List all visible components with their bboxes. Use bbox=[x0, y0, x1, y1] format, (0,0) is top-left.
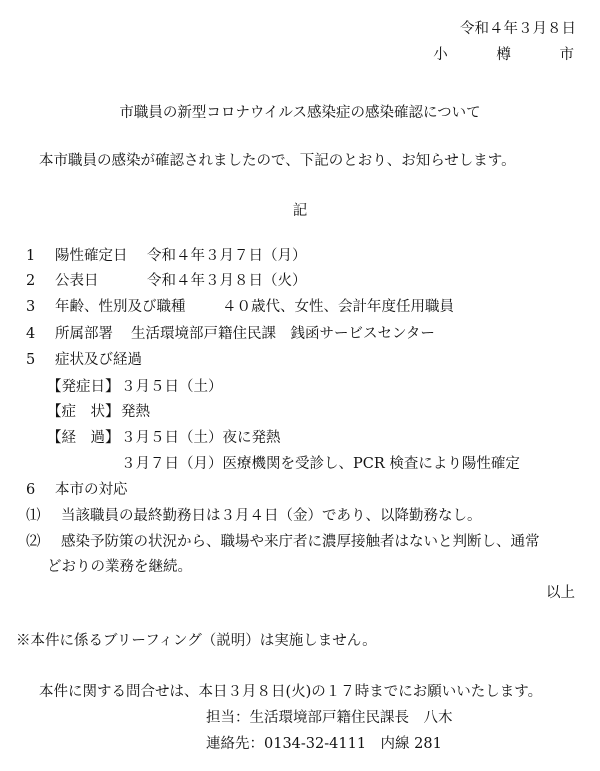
item-3-label: 年齢、性別及び職種 bbox=[55, 299, 186, 315]
item-6-number: 6 bbox=[26, 482, 36, 498]
issue-date: 令和４年３月８日 bbox=[460, 21, 576, 37]
contact-phone: 連絡先：0134-32-4111 内線 281 bbox=[206, 736, 442, 752]
item-5-number: 5 bbox=[26, 352, 36, 368]
response-point-1-text: 当該職員の最終勤務日は３月４日（金）であり、以降勤務なし。 bbox=[61, 508, 482, 524]
item-3-value: ４０歳代、女性、会計年度任用職員 bbox=[222, 299, 454, 315]
inquiry-text: 本件に関する問合せは、本日３月８日(火)の１７時までにお願いいたします。 bbox=[39, 684, 543, 700]
item-2-label: 公表日 bbox=[55, 273, 99, 289]
item-4-value: 生活環境部戸籍住民課 銭函サービスセンター bbox=[131, 326, 435, 342]
course-line-2: ３月７日（月）医療機関を受診し、PCR 検査により陽性確定 bbox=[121, 456, 520, 472]
contact-person: 担当：生活環境部戸籍住民課長 八木 bbox=[206, 710, 453, 726]
item-4-label: 所属部署 bbox=[55, 326, 113, 342]
symptom-label: 【症 状】 bbox=[47, 404, 120, 420]
item-6-label: 本市の対応 bbox=[55, 482, 128, 498]
ki-heading: 記 bbox=[292, 203, 308, 219]
item-1-label: 陽性確定日 bbox=[55, 248, 128, 264]
response-point-2-continuation: どおりの業務を継続。 bbox=[47, 559, 192, 575]
briefing-note: ※本件に係るブリーフィング（説明）は実施しません。 bbox=[16, 633, 377, 649]
item-1-value: 令和４年３月７日（月） bbox=[147, 248, 307, 264]
document-title: 市職員の新型コロナウイルス感染症の感染確認について bbox=[119, 105, 481, 121]
response-point-2-marker: ⑵ bbox=[26, 534, 41, 550]
course-line-1: ３月５日（土）夜に発熱 bbox=[121, 430, 281, 446]
item-4-number: 4 bbox=[26, 326, 36, 342]
item-2-number: 2 bbox=[26, 273, 36, 289]
item-3-number: 3 bbox=[26, 299, 36, 315]
response-point-2-text: 感染予防策の状況から、職場や来庁者に濃厚接触者はないと判断し、通常 bbox=[61, 534, 540, 550]
response-point-1-marker: ⑴ bbox=[26, 508, 41, 524]
item-1-number: 1 bbox=[26, 248, 36, 264]
issuer-name-text: 小 樽 市 bbox=[433, 47, 596, 63]
item-5-label: 症状及び経過 bbox=[55, 352, 142, 368]
intro-paragraph: 本市職員の感染が確認されましたので、下記のとおり、お知らせします。 bbox=[39, 153, 516, 169]
course-label: 【経 過】 bbox=[47, 430, 120, 446]
item-2-value: 令和４年３月８日（火） bbox=[147, 273, 307, 289]
issuer-name bbox=[433, 47, 596, 63]
onset-label: 【発症日】 bbox=[47, 379, 120, 395]
onset-value: ３月５日（土） bbox=[121, 379, 223, 395]
symptom-value: 発熱 bbox=[121, 404, 150, 420]
closing-mark: 以上 bbox=[546, 585, 575, 601]
